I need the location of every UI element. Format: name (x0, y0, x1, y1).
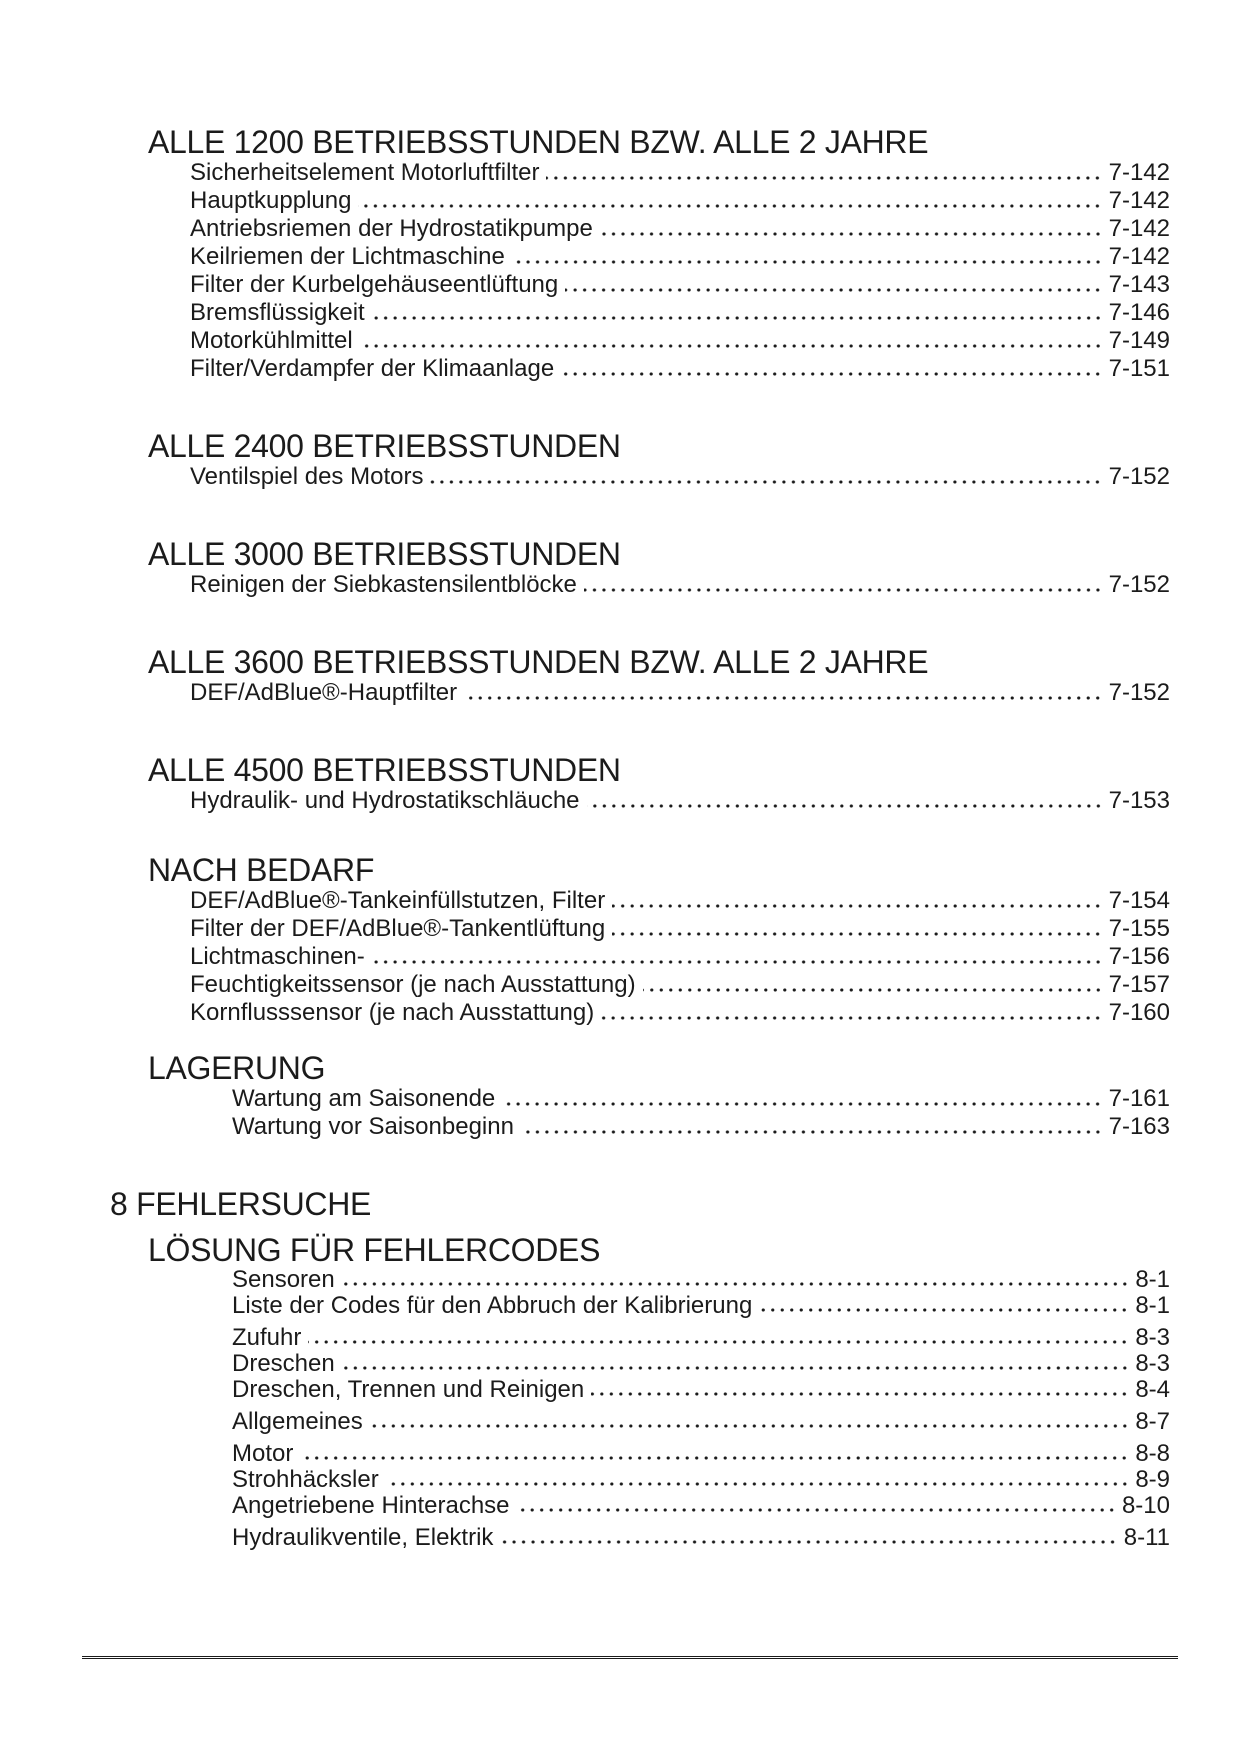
entry-label: Liste der Codes für den Abbruch der Kalibrierung (232, 1292, 753, 1319)
toc-entry[interactable] (190, 679, 1170, 707)
section-heading: LAGERUNG (148, 1050, 326, 1086)
dot-leader (587, 803, 1103, 809)
section-heading: ALLE 3000 BETRIEBSSTUNDEN (148, 536, 621, 572)
page-number: 8-3 (1135, 1350, 1170, 1377)
entry-label: Hydraulik- und Hydrostatikschläuche (190, 787, 580, 814)
toc-section-alle-3600-betriebsstunden (0, 645, 1170, 707)
section-heading: ALLE 2400 BETRIEBSSTUNDEN (148, 428, 621, 464)
entry-label: Kornflusssensor (je nach Ausstattung) (190, 999, 595, 1026)
page-number: 7-152 (1108, 571, 1170, 598)
entry-label: Sicherheitselement Motorluftfilter (190, 159, 540, 186)
entry-label: Hauptkupplung (190, 187, 352, 214)
toc-entry[interactable] (190, 787, 1170, 815)
toc-entry[interactable] (232, 1467, 1170, 1493)
entry-label: Wartung am Saisonende (232, 1085, 496, 1112)
toc-entry[interactable] (190, 271, 1170, 299)
dot-leader (521, 1129, 1103, 1135)
entry-label: Allgemeines (232, 1408, 363, 1435)
bottom-rule (82, 1656, 1178, 1659)
toc-entry[interactable] (190, 887, 1170, 915)
toc-entry[interactable] (232, 1113, 1170, 1141)
toc-section-nach-bedarf (0, 853, 1170, 1027)
entry-label: Dreschen (232, 1350, 335, 1377)
entry-label: Motor (232, 1440, 294, 1467)
dot-leader (342, 1365, 1130, 1371)
entry-label: Zufuhr (232, 1324, 302, 1351)
toc (0, 125, 1170, 1551)
entry-label: Angetriebene Hinterachse (232, 1492, 510, 1519)
entry-label: Ventilspiel des Motors (190, 463, 424, 490)
section-heading: NACH BEDARF (148, 852, 375, 888)
toc-entry[interactable] (190, 999, 1170, 1027)
toc-entry[interactable] (190, 915, 1170, 943)
page-number: 7-154 (1108, 887, 1170, 914)
page-number: 7-152 (1108, 463, 1170, 490)
page-number: 8-4 (1135, 1376, 1170, 1403)
toc-entry[interactable] (190, 971, 1170, 999)
entry-label: Feuchtigkeitssensor (je nach Ausstattung) (190, 971, 636, 998)
entry-label: Sensoren (232, 1266, 335, 1293)
page-number: 7-157 (1108, 971, 1170, 998)
page-number: 7-156 (1108, 943, 1170, 970)
entry-label: DEF/AdBlue®-Hauptfilter (190, 679, 458, 706)
dot-leader (612, 903, 1102, 909)
toc-entry[interactable] (232, 1409, 1170, 1435)
entry-label: Strohhäcksler (232, 1466, 379, 1493)
toc-entry[interactable] (232, 1293, 1170, 1319)
chapter-heading: 8 FEHLERSUCHE (110, 1186, 372, 1222)
dot-leader (565, 287, 1102, 293)
dot-leader (546, 175, 1102, 181)
section-heading: ALLE 3600 BETRIEBSSTUNDEN BZW. ALLE 2 JAHRE (148, 644, 929, 680)
page-number: 7-151 (1108, 355, 1170, 382)
toc-entry[interactable] (190, 327, 1170, 355)
toc-entry[interactable] (232, 1441, 1170, 1467)
dot-leader (372, 959, 1103, 965)
toc-entry[interactable] (190, 463, 1170, 491)
entry-label: Dreschen, Trennen und Reinigen (232, 1376, 585, 1403)
page-number: 8-1 (1135, 1266, 1170, 1293)
toc-entry[interactable] (190, 243, 1170, 271)
dot-leader (370, 1423, 1130, 1429)
dot-leader (584, 587, 1103, 593)
dot-leader (601, 1015, 1102, 1021)
entry-label: Reinigen der Siebkastensilentblöcke (190, 571, 577, 598)
dot-leader (360, 343, 1103, 349)
page-number: 7-161 (1108, 1085, 1170, 1112)
entry-label: Keilriemen der Lichtmaschine (190, 243, 505, 270)
toc-section-alle-1200-betriebsstunden (0, 125, 1170, 383)
toc-entry[interactable] (190, 159, 1170, 187)
toc-entry[interactable] (232, 1377, 1170, 1403)
toc-entry[interactable] (232, 1351, 1170, 1377)
toc-entry[interactable] (190, 571, 1170, 599)
entry-label: Lichtmaschinen- (190, 943, 365, 970)
toc-section-alle-3000-betriebsstunden (0, 537, 1170, 599)
page-number: 7-149 (1108, 327, 1170, 354)
toc-entry[interactable] (232, 1493, 1170, 1519)
entry-label: Antriebsriemen der Hydrostatikpumpe (190, 215, 593, 242)
page-number: 8-11 (1123, 1524, 1170, 1551)
dot-leader (612, 931, 1102, 937)
page-number: 8-10 (1121, 1492, 1170, 1519)
dot-leader (358, 203, 1102, 209)
toc-entry[interactable] (190, 187, 1170, 215)
entry-label: DEF/AdBlue®-Tankeinfüllstutzen, Filter (190, 887, 606, 914)
dot-leader (372, 315, 1103, 321)
dot-leader (643, 987, 1103, 993)
toc-entry[interactable] (232, 1085, 1170, 1113)
toc-section-alle-4500-betriebsstunden (0, 753, 1170, 815)
toc-section-fehlersuche (0, 1187, 1170, 1221)
entry-label: Filter der Kurbelgehäuseentlüftung (190, 271, 559, 298)
dot-leader (512, 259, 1103, 265)
section-heading: ALLE 4500 BETRIEBSSTUNDEN (148, 752, 621, 788)
toc-section-alle-2400-betriebsstunden (0, 429, 1170, 491)
page-number: 8-3 (1135, 1324, 1170, 1351)
dot-leader (386, 1481, 1130, 1487)
dot-leader (430, 479, 1102, 485)
dot-leader (517, 1507, 1116, 1513)
toc-section-lagerung (0, 1051, 1170, 1141)
dot-leader (591, 1391, 1129, 1397)
dot-leader (342, 1281, 1130, 1287)
entry-label: Bremsflüssigkeit (190, 299, 365, 326)
dot-leader (300, 1455, 1129, 1461)
dot-leader (759, 1307, 1129, 1313)
section-heading: ALLE 1200 BETRIEBSSTUNDEN BZW. ALLE 2 JAHRE (148, 124, 929, 160)
dot-leader (600, 231, 1103, 237)
toc-entry[interactable] (232, 1525, 1170, 1551)
toc-entry[interactable] (232, 1325, 1170, 1351)
entry-label: Filter der DEF/AdBlue®-Tankentlüftung (190, 915, 606, 942)
page-number: 8-8 (1135, 1440, 1170, 1467)
page-number: 8-1 (1135, 1292, 1170, 1319)
toc-entry[interactable] (190, 299, 1170, 327)
page-number: 7-163 (1108, 1113, 1170, 1140)
toc-entry[interactable] (190, 943, 1170, 971)
dot-leader (502, 1101, 1102, 1107)
entry-label: Filter/Verdampfer der Klimaanlage (190, 355, 555, 382)
entry-label: Wartung vor Saisonbeginn (232, 1113, 514, 1140)
dot-leader (500, 1539, 1117, 1545)
page-number: 7-152 (1108, 679, 1170, 706)
dot-leader (561, 371, 1102, 377)
entry-label: Motorkühlmittel (190, 327, 353, 354)
page-number: 7-153 (1108, 787, 1170, 814)
entry-label: Hydraulikventile, Elektrik (232, 1524, 494, 1551)
page-number: 7-142 (1108, 159, 1170, 186)
page-number: 7-142 (1108, 187, 1170, 214)
dot-leader (464, 695, 1102, 701)
page-number: 7-146 (1108, 299, 1170, 326)
section-heading: LÖSUNG FÜR FEHLERCODES (148, 1232, 601, 1268)
page-number: 7-160 (1108, 999, 1170, 1026)
toc-section-loesung-fuer-fehlercodes (0, 1233, 1170, 1551)
page-number: 7-142 (1108, 215, 1170, 242)
page-number: 8-9 (1135, 1466, 1170, 1493)
page-number: 7-143 (1108, 271, 1170, 298)
toc-entry[interactable] (190, 215, 1170, 243)
dot-leader (308, 1339, 1129, 1345)
toc-entry[interactable] (190, 355, 1170, 383)
toc-entry[interactable] (232, 1267, 1170, 1293)
page-number: 8-7 (1135, 1408, 1170, 1435)
page-number: 7-155 (1108, 915, 1170, 942)
page-number: 7-142 (1108, 243, 1170, 270)
